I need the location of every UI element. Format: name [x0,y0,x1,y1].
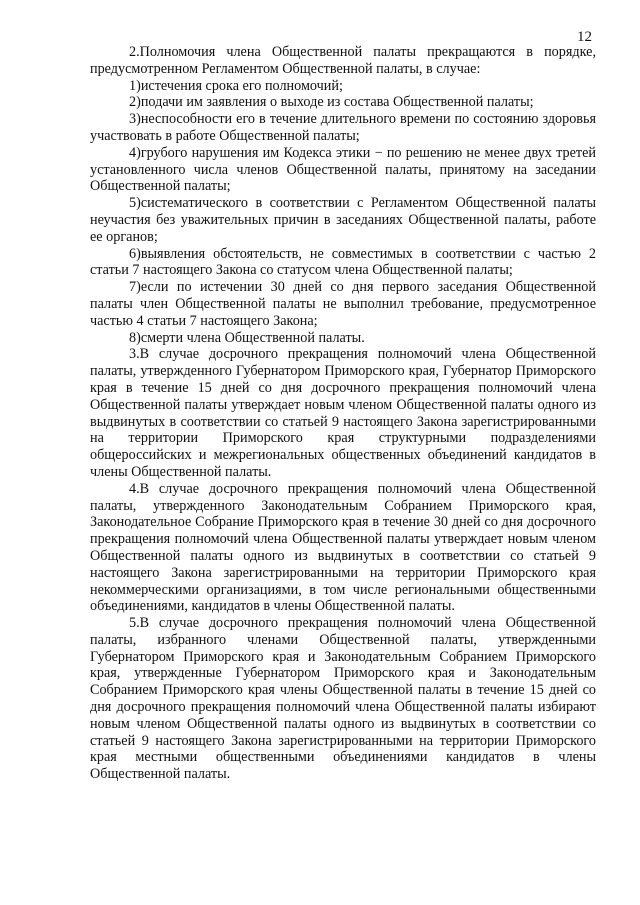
list-item-2: 2)подачи им заявления о выходе из состава Общественной палаты; [129,94,534,111]
list-item-5: 5)систематического в соответствии с Регламентом Общественной палаты неучастия без уважительных причин в заседаниях Общественной палаты, работе ее органов; [90,195,596,245]
paragraph-section-3: 3.В случае досрочного прекращения полномочий члена Общественной палаты, утвержденного Губернатором Приморского края, Губернатор Приморского края в течение 15 дней со дня досрочного прекращения полномочий члена Общественной палаты утверждает новым членом Общественной палаты одного из выдвинутых в соответствии со статьей 9 настоящего Закона зарегистрированными на территории Приморского края структурными подразделениями общероссийских и межрегиональных общественных объединений кандидатов в члены Общественной палаты. [90,346,596,480]
list-item-4: 4)грубого нарушения им Кодекса этики − по решению не менее двух третей установленного числа членов Общественной палаты, принятому на заседании Общественной палаты; [90,144,596,195]
list-item-3: 3)неспособности его в течение длительного времени по состоянию здоровья участвовать в работе Общественной палаты; [90,111,596,144]
paragraph-section-4: 4.В случае досрочного прекращения полномочий члена Общественной палаты, утвержденного Законодательным Собранием Приморского края, Законодательное Собрание Приморского края в течение 30 дней со дня досрочного прекращения полномочий члена Общественной палаты утверждает новым членом Общественной палаты одного из выдвинутых в соответствии со статьей 9 настоящего Закона зарегистрированными на территории Приморского края некоммерческими организациями, в том числе региональными общественными объединениями, кандидатов в члены Общественной палаты. [90,480,596,615]
list-item-6: 6)выявления обстоятельств, не совместимых в соответствии с частью 2 статьи 7 настоящего Закона со статусом члена Общественной палаты; [90,245,596,279]
list-item-8: 8)смерти члена Общественной палаты. [129,329,365,346]
list-item-1: 1)истечения срока его полномочий; [129,77,343,94]
paragraph-section-5: 5.В случае досрочного прекращения полномочий члена Общественной палаты, избранного членами Общественной палаты, утвержденными Губернатором Приморского края и Законодательным Собранием Приморского края, утвержденные Губернатором Приморского края и Законодательным Собранием Приморского края члены Общественной палаты в течение 15 дней со дня досрочного прекращения полномочий члена Общественной палаты избирают новым членом Общественной палаты одного из выдвинутых в соответствии со статьей 9 настоящего Закона зарегистрированными на территории Приморского края местными общественными объединениями кандидатов в члены Общественной палаты. [90,615,596,783]
paragraph-section-2: 2.Полномочия члена Общественной палаты прекращаются в порядке, предусмотренном Регламентом Общественной палаты, в случае: [90,44,596,77]
document-body [90,44,596,783]
page-number: 12 [577,29,592,45]
list-item-7: 7)если по истечении 30 дней со дня первого заседания Общественной палаты член Общественной палаты не выполнил требование, предусмотренное частью 4 статьи 7 настоящего Закона; [90,279,596,329]
